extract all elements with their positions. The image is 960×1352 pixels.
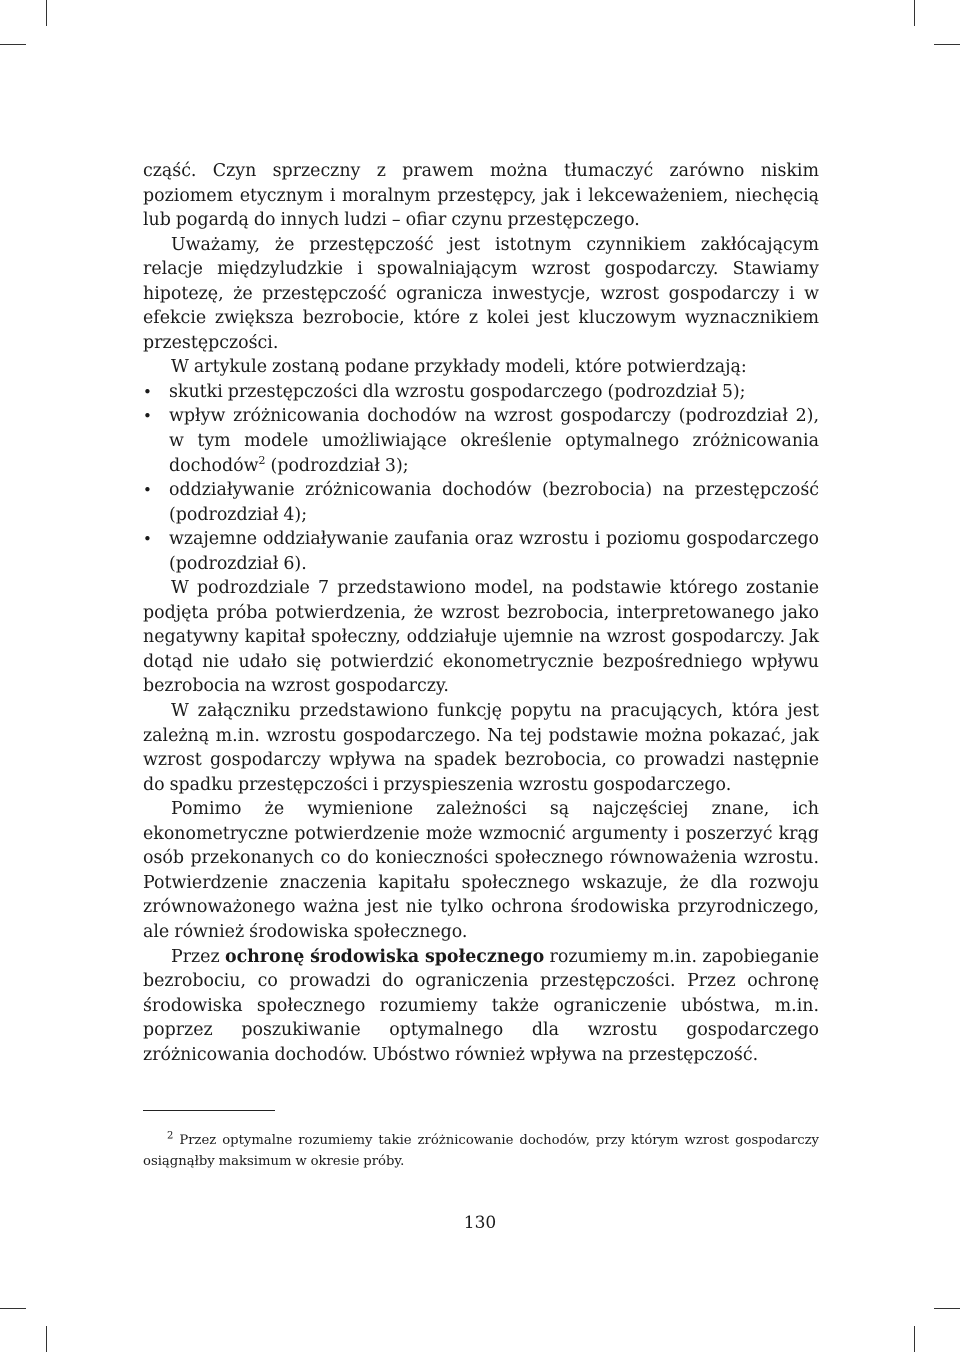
footnote <box>143 1130 819 1172</box>
bullet-icon: • <box>143 481 152 500</box>
list-item: • wpływ zróżnicowania dochodów na wzrost gospodarczy (podrozdział 2), w tym modele umożliwiające określenie optymalnego zróżnicowania dochodów$^2$ (podrozdział 3); <box>143 406 819 476</box>
bullet-icon: • <box>143 407 152 426</box>
paragraph: Przez ochronę środowiska społecznego rozumiemy m.in. zapobieganie bezrobociu, co prowadzi do ograniczenia przestępczości. Przez ochronę środowiska społecznego rozumiemy także ograniczenie ubóstwa, m.in. poprzez poszukiwanie optymalnego dla wzrostu gospodarczego zróżnicowania dochodów. Ubóstwo również wpływa na przestępczość. <box>143 946 819 1065</box>
footnote-divider <box>143 1110 275 1111</box>
page-number: 130 <box>463 1213 497 1233</box>
bullet-icon: • <box>143 382 152 401</box>
crop-mark <box>934 44 960 45</box>
paragraph: W załączniku przedstawiono funkcję popytu na pracujących, która jest zależną m.in. wzrostu gospodarczego. Na tej podstawie można pokazać, jak wzrost gospodarczy wpływa na spadek bezrobocia, co prowadzi następnie do spadku przestępczości i przyspieszenia wzrostu gospodarczego. <box>143 701 819 795</box>
crop-mark <box>46 1326 47 1352</box>
body-text <box>143 159 819 1067</box>
crop-mark <box>914 0 915 26</box>
paragraph: Uważamy, że przestępczość jest istotnym czynnikiem zakłócającym relacje międzyludzkie i spowalniającym wzrost gospodarczy. Stawiamy hipotezę, że przestępczość ogranicza inwestycje, wzrost gospodarczy i w efekcie zwiększa bezrobocie, które z kolei jest kluczowym wyznacznikiem przestępczości. <box>143 234 819 353</box>
bullet-list <box>143 380 819 576</box>
crop-mark <box>934 1308 960 1309</box>
footnote-marker: 2 <box>167 1130 174 1142</box>
crop-mark <box>914 1326 915 1352</box>
footnote-text: Przez optymalne rozumiemy takie zróżnicowanie dochodów, przy którym wzrost gospodarczy osiągnąłby maksimum w okresie próby. <box>143 1133 819 1169</box>
crop-mark <box>0 44 26 45</box>
paragraph: W artykule zostaną podane przykłady modeli, które potwierdzają: <box>171 357 747 378</box>
crop-mark <box>0 1308 26 1309</box>
footnote-reference[interactable]: 2 <box>258 453 266 467</box>
paragraph: cząść. Czyn sprzeczny z prawem można tłumaczyć zarówno niskim poziomem etycznym i moralnym przestępcy, jak i lekceważeniem, niechęcią lub pogardą do innych ludzi – ofiar czynu przestępczego. <box>143 161 819 231</box>
paragraph: W podrozdziale 7 przedstawiono model, na podstawie którego zostanie podjęta próba potwierdzenia, że wzrost bezrobocia, interpretowanego jako negatywny kapitał społeczny, oddziałuje ujemnie na wzrost gospodarczy. Jak dotąd nie udało się potwierdzić ekonometrycznie bezpośredniego wpływu bezrobocia na wzrost gospodarczy. <box>143 578 819 697</box>
crop-mark <box>46 0 47 26</box>
list-item: • skutki przestępczości dla wzrostu gospodarczego (podrozdział 5); <box>143 380 819 405</box>
list-item: • wzajemne oddziaływanie zaufania oraz wzrostu i poziomu gospodarczego (podrozdział 6). <box>143 529 819 574</box>
list-item: • oddziaływanie zróżnicowania dochodów (bezrobocia) na przestępczość (podrozdział 4); <box>143 480 819 525</box>
paragraph: Pomimo że wymienione zależności są najczęściej znane, ich ekonometryczne potwierdzenie może wzmocnić argumenty i poszerzyć krąg osób przekonanych co do konieczności społecznego równoważenia wzrostu. Potwierdzenie znaczenia kapitału społecznego wskazuje, że dla rozwoju zrównoważonego ważna jest nie tylko ochrona środowiska przyrodniczego, ale również środowiska społecznego. <box>143 799 819 942</box>
bullet-icon: • <box>143 530 152 549</box>
bold-term: ochronę środowiska społecznego <box>224 946 545 967</box>
